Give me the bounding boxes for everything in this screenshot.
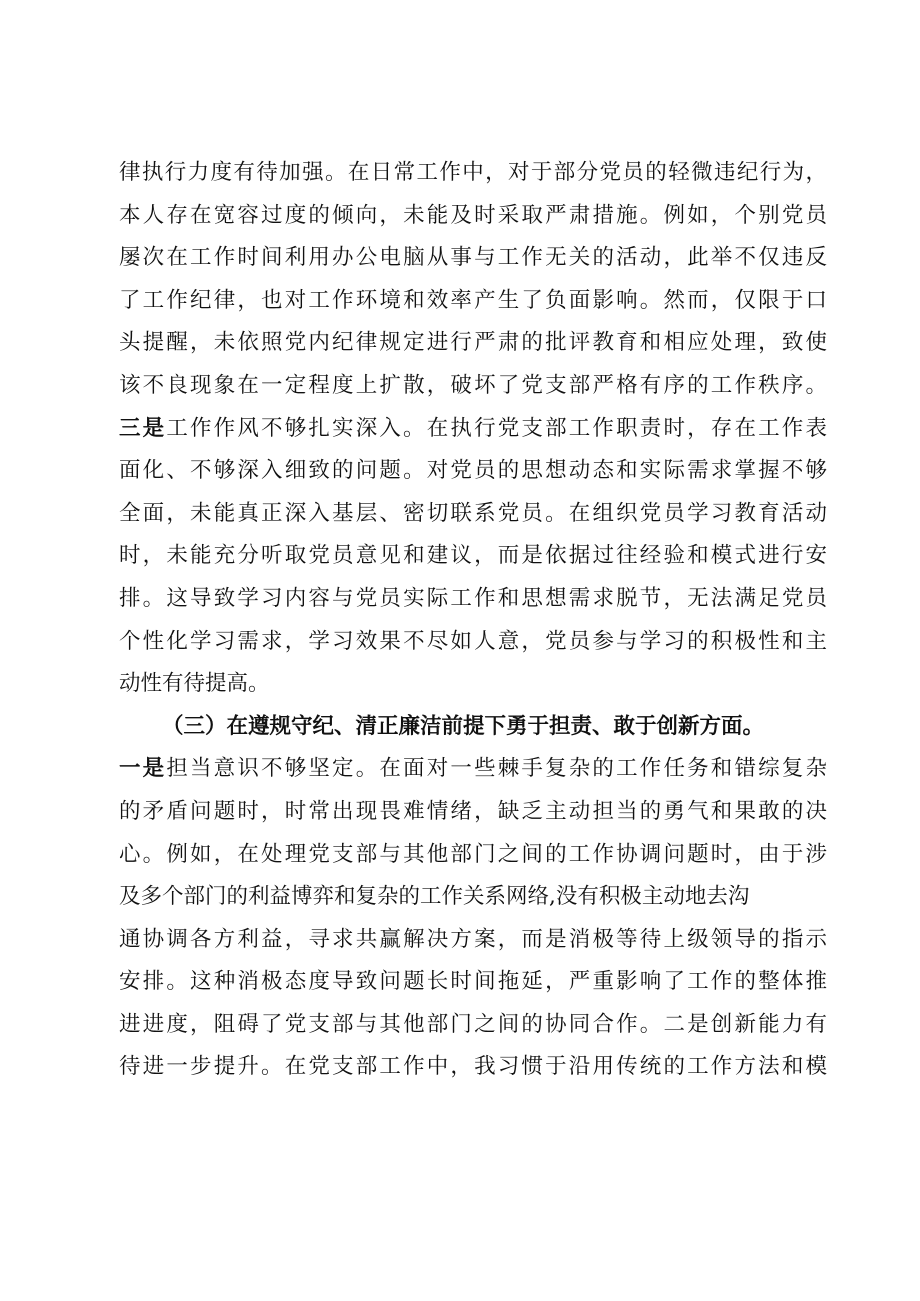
text-line: 一是担当意识不够坚定。在面对一些棘手复杂的工作任务和错综复杂 <box>119 756 827 782</box>
text-line: 时，未能充分听取党员意见和建议，而是依据过往经验和模式进行安 <box>119 543 827 569</box>
text-line: 动性有待提高。 <box>119 671 270 697</box>
text-line: 了工作纪律，也对工作环境和效率产生了负面影响。然而，仅限于口 <box>119 287 827 313</box>
text-line: 待进一步提升。在党支部工作中，我习惯于沿用传统的工作方法和模 <box>119 1054 827 1080</box>
text-line: 本人存在宽容过度的倾向，未能及时采取严肃措施。例如，个别党员 <box>119 202 827 228</box>
text-line: 个性化学习需求，学习效果不尽如人意，党员参与学习的积极性和主 <box>119 628 827 654</box>
text-line: 心。例如，在处理党支部与其他部门之间的工作协调问题时，由于涉 <box>119 841 827 867</box>
text-line: 及多个部门的利益博弈和复杂的工作关系网络,没有积极主动地去沟 <box>119 884 750 910</box>
body-text <box>119 152 827 1089</box>
text-line: 律执行力度有待加强。在日常工作中，对于部分党员的轻微违纪行为， <box>119 160 827 185</box>
text-line: 通协调各方利益，寻求共赢解决方案，而是消极等待上级领导的指示 <box>119 926 827 952</box>
text-line: 该不良现象在一定程度上扩散，破坏了党支部严格有序的工作秩序。 <box>119 372 827 398</box>
text-line: 面化、不够深入细致的问题。对党员的思想动态和实际需求掌握不够 <box>119 458 827 484</box>
text-line: 安排。这种消极态度导致问题长时间拖延，严重影响了工作的整体推 <box>119 969 827 995</box>
item-marker: 一是 <box>119 756 167 782</box>
item-marker: 三是 <box>119 415 167 441</box>
text-line: 屡次在工作时间利用办公电脑从事与工作无关的活动，此举不仅违反 <box>119 245 827 271</box>
text-line: 排。这导致学习内容与党员实际工作和思想需求脱节，无法满足党员 <box>119 585 827 611</box>
section-heading: （三）在遵规守纪、清正廉洁前提下勇于担责、敢于创新方面。 <box>162 713 765 739</box>
text-line: 的矛盾问题时，时常出现畏难情绪，缺乏主动担当的勇气和果敢的决 <box>119 798 827 824</box>
text-line: 三是工作作风不够扎实深入。在执行党支部工作职责时，存在工作表 <box>119 415 827 441</box>
text-line: 进进度，阻碍了党支部与其他部门之间的协同合作。二是创新能力有 <box>119 1011 827 1037</box>
text-line: 头提醒，未依照党内纪律规定进行严肃的批评教育和相应处理，致使 <box>119 330 827 356</box>
text-line: 全面，未能真正深入基层、密切联系党员。在组织党员学习教育活动 <box>119 500 827 526</box>
